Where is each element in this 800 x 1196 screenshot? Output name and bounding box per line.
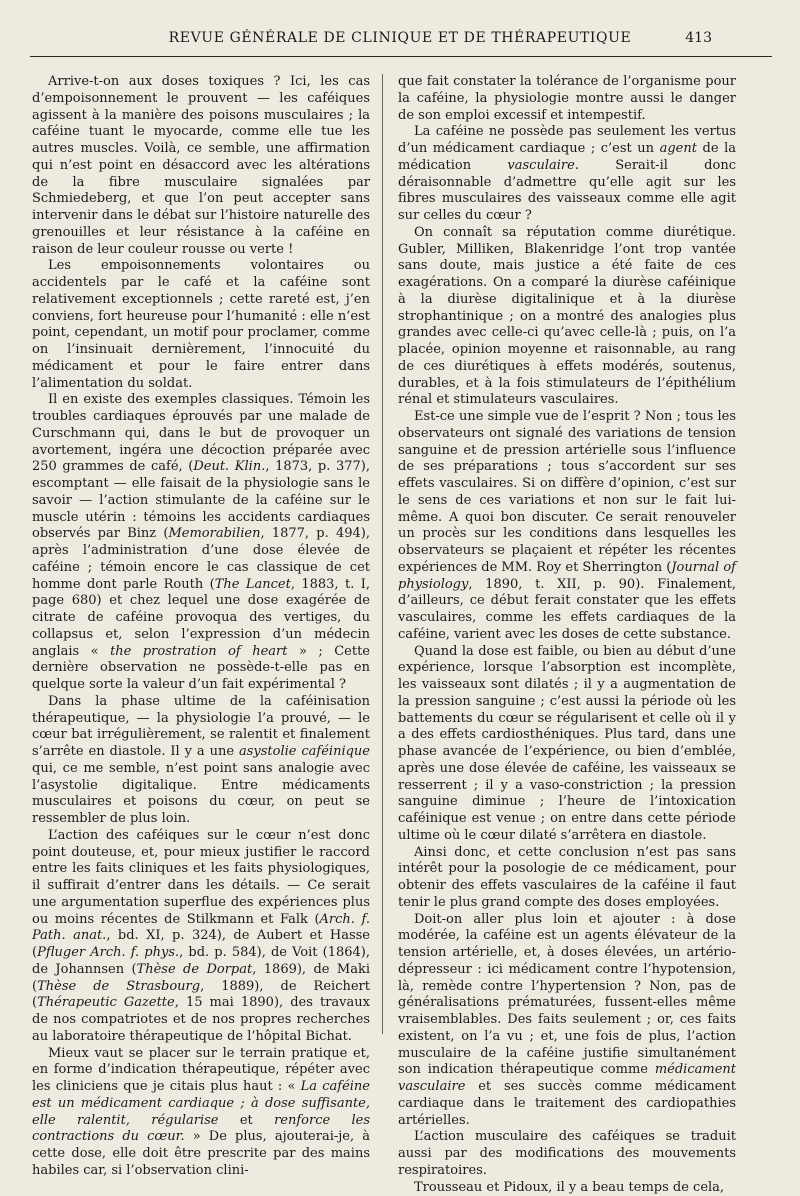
text-run: . Serait-il donc déraisonnable d’admettre qu’elle agit sur les fibres musculaires des vaisseaux comme elle agit sur celles du cœur ? xyxy=(398,158,736,223)
italic-citation: médicament vasculaire xyxy=(398,1062,736,1094)
text-run: , 1889), de Reichert ( xyxy=(32,979,370,1011)
italic-citation: the prostration of heart xyxy=(110,644,287,659)
text-run: Arrive-t-on aux doses toxiques ? Ici, les cas d’empoisonnement le prouvent — les caféiques agissent à la manière des poisons musculaires ; la caféine tuant le myocarde, comme elle tue les autres muscles. Voilà, ce semble, une affirmation qui n’est point en désaccord avec les altérations de la fibre musculaire signalées par Schmiedeberg, et que l’on peut accepter sans intervenir dans le débat sur l’histoire naturelle des grenouilles et leur résistance à la caféine en raison de leur couleur rousse ou verte ! xyxy=(32,74,370,257)
paragraph xyxy=(398,845,736,912)
paragraph xyxy=(32,694,370,828)
paragraph xyxy=(398,124,736,225)
italic-citation: Thérapeutic Gazette xyxy=(37,995,175,1010)
text-run: Dans la phase ultime de la caféinisation thérapeutique, — la physiologie l’a prouvé, — le cœur bat irrégulièrement, se ralentit et finalement s’arrête en diastole. Il y a une xyxy=(32,694,370,759)
paragraph xyxy=(398,409,736,644)
italic-citation: agent xyxy=(660,141,697,156)
paragraph xyxy=(398,912,736,1130)
text-run: Est-ce une simple vue de l’esprit ? Non ; tous les observateurs ont signalé des variations de tension sanguine et de pression artérielle sous l’influence de ses préparations ; tous s’accordent sur ses effets vasculaires. Si on diffère d’opinion, c’est sur le sens de ces variations et non sur le fait lui-même. A quoi bon discuter. Ce serait renouveler un procès sur les conditions dans lesquelles les observateurs se plaçaient et répéter les récentes expériences de MM. Roy et Sherrington ( xyxy=(398,409,736,575)
text-run: de la médication xyxy=(398,141,736,173)
italic-citation: Memorabilien xyxy=(168,526,260,541)
running-title: REVUE GÉNÉRALE DE CLINIQUE ET DE THÉRAPEUTIQUE xyxy=(18,30,782,46)
page-number: 413 xyxy=(685,30,712,46)
italic-citation: vasculaire xyxy=(507,158,574,173)
text-run: Quand la dose est faible, ou bien au début d’une expérience, lorsque l’absorption est incomplète, les vaisseaux sont dilatés ; il y a augmentation de la pression sanguine ; c’est aussi la période où les battements du cœur se régularisent et celle où il y a des effets cardiosthéniques. Plus tard, dans une phase avancée de l’expérience, ou bien d’emblée, après une dose élevée de caféine, les vaisseaux se resserrent ; il y a vaso-constriction ; la pression sanguine diminue ; l’heure de l’intoxication caféinique est venue ; on entre dans cette période ultime où le cœur dilaté s’arrêtera en diastole. xyxy=(398,644,736,843)
text-run: qui, ce me semble, n’est point sans analogie avec l’asystolie digitalique. Entre médicaments musculaires et poisons du cœur, on peut se ressembler de plus loin. xyxy=(32,761,370,826)
left-column xyxy=(32,74,370,1180)
italic-citation: La caféine est un médicament cardiaque ; à dose suffisante, elle ralentit, régularise xyxy=(32,1079,370,1128)
paragraph xyxy=(32,828,370,1046)
column-divider xyxy=(382,74,383,1034)
text-run: , 1873, p. 377), escomptant — elle faisait de la physiologie sans le savoir — l’action stimulante de la caféine sur le muscle utérin : témoins les accidents cardiaques observés par Binz ( xyxy=(32,459,370,541)
text-run: Mieux vaut se placer sur le terrain pratique et, en forme d’indication thérapeutique, répéter avec les cliniciens que je citais plus haut : « xyxy=(32,1046,370,1095)
text-run: L’action des caféiques sur le cœur n’est donc point douteuse, et, pour mieux justifier le raccord entre les faits cliniques et les faits physiologiques, il suffirait d’entrer dans les détails. — Ce serait une argumentation superflue des expériences plus ou moins récentes de Stilkmann et Falk ( xyxy=(32,828,370,927)
italic-citation: The Lancet xyxy=(215,577,291,592)
text-run: et ses succès comme médicament cardiaque dans le traitement des cardiopathies artérielles. xyxy=(398,1079,736,1128)
paragraph xyxy=(32,258,370,392)
text-run: Trousseau et Pidoux, il y a beau temps de cela, xyxy=(414,1180,724,1195)
text-run: » De plus, ajouterai-je, à cette dose, elle doit être prescrite par des mains habiles car, si l’observation clini- xyxy=(32,1129,370,1178)
text-run: La caféine ne possède pas seulement les vertus d’un médicament cardiaque ; c’est un xyxy=(398,124,736,156)
italic-citation: asystolie caféinique xyxy=(239,744,370,759)
paragraph xyxy=(398,74,736,124)
text-run: Ainsi donc, et cette conclusion n’est pas sans intérêt pour la posologie de ce médicament, pour obtenir des effets vasculaires de la caféine il faut tenir le plus grand compte des doses employées. xyxy=(398,845,736,910)
text-run: , 1877, p. 494), après l’administration d’une dose élevée de caféine ; témoin encore le cas classique de cet homme dont parle Routh ( xyxy=(32,526,370,591)
paragraph xyxy=(398,1180,736,1196)
text-run: , 1890, t. XII, p. 90). Finalement, d’ailleurs, ce début ferait constater que les effets vasculaires, comme les effets cardiaques de la caféine, varient avec les doses de cette substance. xyxy=(398,577,736,642)
italic-citation: Pfluger Arch. f. phys. xyxy=(37,945,179,960)
paragraph xyxy=(32,392,370,694)
text-run: On connaît sa réputation comme diurétique. Gubler, Milliken, Blakenridge l’ont trop vantée sans doute, mais justice a été faite de ces exagérations. On a comparé la diurèse caféinique à la diurèse digitalinique et à la diurèse strophantinique ; on a montré des analogies plus grandes avec celle-ci qu’avec celle-là ; puis, on l’a placée, opinion moyenne et raisonnable, au rang de ces diurétiques à effets modérés, soutenus, durables, et à la fois stimulateurs de l’épithélium rénal et stimulateurs vasculaires. xyxy=(398,225,736,408)
text-run: » ; Cette dernière observation ne possède-t-elle pas en quelque sorte la valeur d’un fait expérimental ? xyxy=(32,644,370,693)
paragraph xyxy=(398,644,736,845)
text-run: Les empoisonnements volontaires ou accidentels par le café et la caféine sont relativement exceptionnels ; cette rareté est, j’en conviens, fort heureuse pour l’humanité : elle n’est point, cependant, un motif pour proclamer, comme on l’insinuait dernièrement, l’innocuité du médicament et pour le faire entrer dans l’alimentation du soldat. xyxy=(32,258,370,390)
paragraph xyxy=(398,225,736,409)
header-rule xyxy=(30,56,772,57)
italic-citation: Thèse de Dorpat xyxy=(137,962,253,977)
text-run: Il en existe des exemples classiques. Témoin les troubles cardiaques éprouvés par une malade de Curschmann qui, dans le but de provoquer un avortement, ingéra une décoction préparée avec 250 grammes de café, ( xyxy=(32,392,370,474)
text-run: et xyxy=(219,1113,275,1128)
text-run: , bd. p. 584), de Voit (1864), de Johannsen ( xyxy=(32,945,370,977)
text-run: , 15 mai 1890), des travaux de nos compatriotes et de nos propres recherches au laboratoire thérapeutique de l’hôpital Bichat. xyxy=(32,995,370,1044)
right-column xyxy=(398,74,736,1196)
text-run: , bd. XI, p. 324), de Aubert et Hasse ( xyxy=(32,928,370,960)
italic-citation: Deut. Klin. xyxy=(193,459,265,474)
text-run: , 1883, t. I, page 680) et chez lequel une dose exagérée de citrate de caféine provoqua des vertiges, du collapsus et, selon l’expression d’un médecin anglais « xyxy=(32,577,370,659)
text-run: L’action musculaire des caféiques se traduit aussi par des modifications des mouvements respiratoires. xyxy=(398,1129,736,1178)
paragraph xyxy=(32,1046,370,1180)
paragraph xyxy=(398,1129,736,1179)
italic-citation: renforce les contractions du cœur. xyxy=(32,1113,370,1145)
italic-citation: Thèse de Strasbourg xyxy=(37,979,200,994)
text-run: que fait constater la tolérance de l’organisme pour la caféine, la physiologie montre aussi le danger de son emploi excessif et intempestif. xyxy=(398,74,736,123)
text-run: , 1869), de Maki ( xyxy=(32,962,370,994)
italic-citation: Journal of physiology xyxy=(398,560,736,592)
italic-citation: Arch. f. Path. anat. xyxy=(32,912,370,944)
paragraph xyxy=(32,74,370,258)
text-run: Doit-on aller plus loin et ajouter : à dose modérée, la caféine est un agents élévateur de la tension artérielle, et, à doses élevées, un artério-dépresseur : ici médicament contre l’hypotension, là, remède contre l’hypertension ? Non, pas de généralisations prématurées, fussent-elles même vraisemblables. Des faits seulement ; or, ces faits existent, on l’a vu ; et, une fois de plus, l’action musculaire de la caféine justifie simultanément son indication thérapeutique comme xyxy=(398,912,736,1078)
running-head xyxy=(18,26,782,50)
